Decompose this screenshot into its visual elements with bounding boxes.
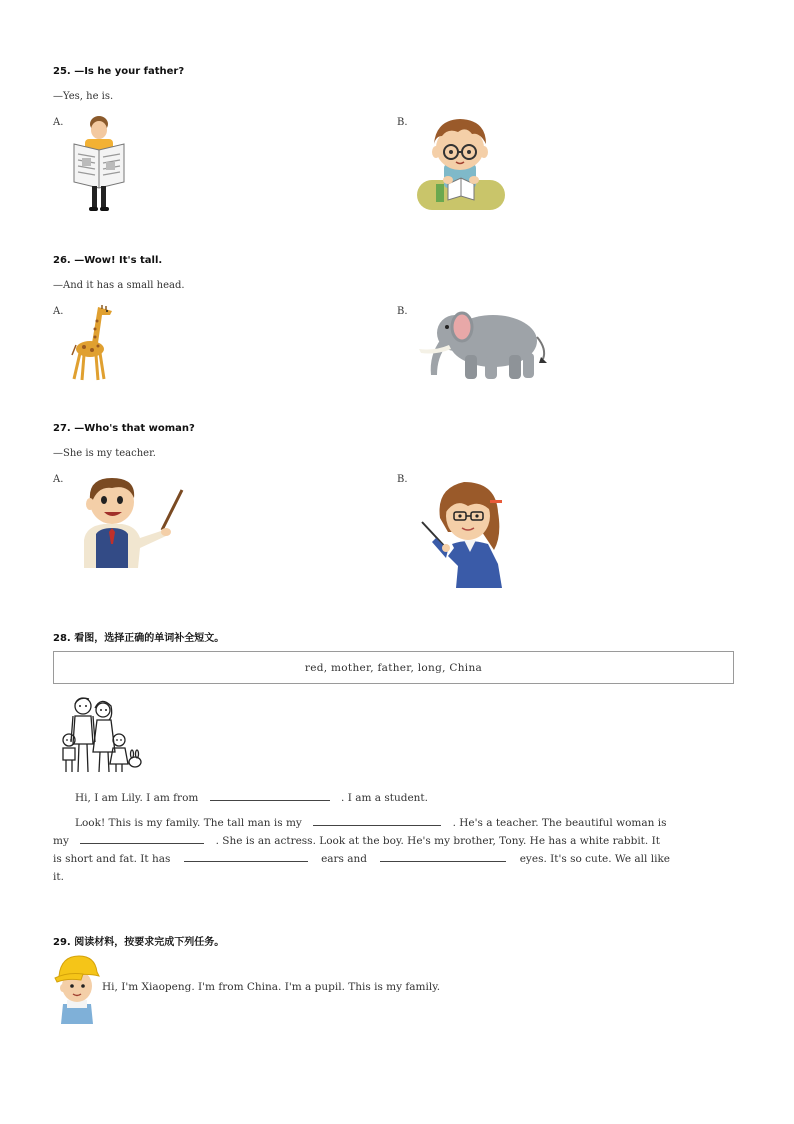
q28-text-2a: Look! This is my family. The tall man is my <box>75 817 302 829</box>
q28-text-2b: . He's a teacher. The beautiful woman is <box>452 817 667 829</box>
q26-option-b-label: B. <box>397 306 408 317</box>
female-teacher-image[interactable] <box>418 472 514 590</box>
man-reading-newspaper-image[interactable] <box>70 114 128 212</box>
q26-option-a-label: A. <box>53 306 64 317</box>
q27-option-b-label: B. <box>397 474 408 485</box>
q27-option-a-label: A. <box>53 474 64 485</box>
word-bank-box: red, mother, father, long, China <box>53 651 734 684</box>
q28-paragraph-line-3 <box>53 832 745 850</box>
boy-with-cap-image[interactable] <box>53 952 101 1024</box>
q28-text-4c: eyes. It's so cute. We all like <box>519 853 671 865</box>
q29-title: 29. 阅读材料，按要求完成下列任务。 <box>53 937 225 948</box>
q25-option-b-label: B. <box>397 117 408 128</box>
q28-paragraph-line-4 <box>53 850 745 868</box>
q25-answer: —Yes, he is. <box>53 91 114 102</box>
elephant-image[interactable] <box>415 303 549 383</box>
family-drawing-image[interactable] <box>55 694 145 776</box>
q29-text: Hi, I'm Xiaopeng. I'm from China. I'm a pupil. This is my family. <box>102 981 441 993</box>
q26-title: 26. —Wow! It's tall. <box>53 255 163 266</box>
q28-text-3b: . She is an actress. Look at the boy. He's my brother, Tony. He has a white rabbit. It <box>215 835 660 847</box>
q25-title: 25. —Is he your father? <box>53 66 185 77</box>
q27-title: 27. —Who's that woman? <box>53 423 195 434</box>
blank-father[interactable] <box>313 814 441 826</box>
q25-option-a-label: A. <box>53 117 64 128</box>
blank-mother[interactable] <box>80 832 204 844</box>
q28-paragraph-line-5: it. <box>53 871 64 883</box>
blank-red[interactable] <box>380 850 506 862</box>
q27-answer: —She is my teacher. <box>53 448 156 459</box>
q28-text-4a: is short and fat. It has <box>53 853 171 865</box>
q28-title: 28. 看图，选择正确的单词补全短文。 <box>53 633 225 644</box>
q26-answer: —And it has a small head. <box>53 280 185 291</box>
blank-china[interactable] <box>210 789 330 801</box>
q28-paragraph-line-1 <box>75 789 735 807</box>
q28-paragraph-line-2 <box>75 814 745 832</box>
q28-text-1b: . I am a student. <box>341 792 428 804</box>
giraffe-image[interactable] <box>68 303 118 383</box>
male-teacher-image[interactable] <box>78 472 186 570</box>
q28-text-4b: ears and <box>321 853 368 865</box>
boy-with-glasses-image[interactable] <box>414 114 508 212</box>
blank-long[interactable] <box>184 850 308 862</box>
q28-text-3a: my <box>53 835 69 847</box>
q28-text-1a: Hi, I am Lily. I am from <box>75 792 199 804</box>
